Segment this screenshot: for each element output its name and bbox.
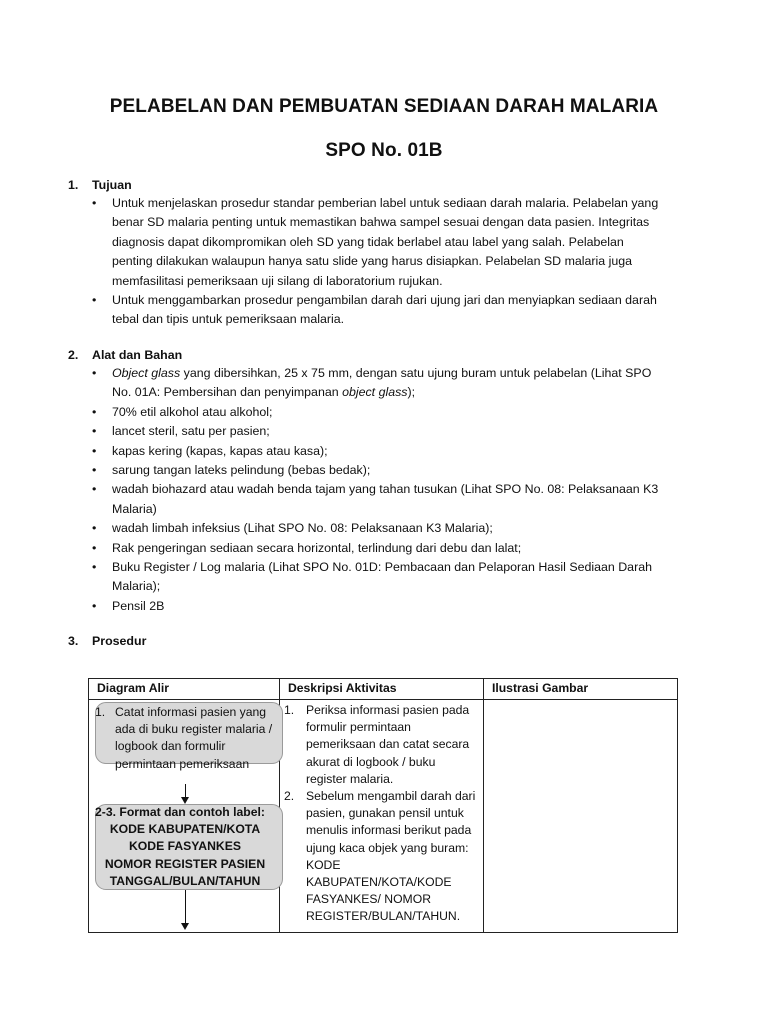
section-heading-prosedur	[68, 632, 146, 651]
bullet-icon: •	[92, 560, 97, 575]
table-header-row	[89, 679, 678, 700]
table-header-ilustrasi: Ilustrasi Gambar	[483, 679, 677, 700]
section-heading-text: Prosedur	[92, 634, 147, 648]
list-item	[284, 788, 477, 926]
list-item	[92, 461, 667, 480]
label-format-line: TANGGAL/BULAN/TAHUN	[109, 873, 261, 888]
bullet-icon: •	[92, 293, 97, 308]
table-header-deskripsi: Deskripsi Aktivitas	[279, 679, 483, 700]
list-item	[92, 364, 667, 403]
label-format-line: KODE KABUPATEN/KOTA	[109, 822, 261, 837]
list-item-text: 70% etil alkohol atau alkohol;	[112, 404, 273, 419]
flow-step-2	[95, 804, 275, 890]
list-item-text: yang dibersihkan, 25 x 75 mm, dengan satu ujung buram untuk pelabelan (Lihat SPO No. 01A: Pembersihan dan penyimpanan	[112, 366, 652, 400]
section-heading-alat	[68, 346, 182, 365]
section-heading-text: Tujuan	[92, 178, 132, 192]
bullet-icon: •	[92, 521, 97, 536]
list-item	[92, 480, 667, 519]
list-item-text: );	[407, 385, 416, 400]
list-item-emphasis: Object glass	[112, 366, 181, 380]
bullet-icon: •	[92, 404, 97, 419]
list-item	[92, 558, 667, 597]
arrow-down-icon	[185, 890, 186, 924]
list-item-text: Untuk menjelaskan prosedur standar pemberian label untuk sediaan darah malaria. Pelabelan yang benar SD malaria penting untuk memastikan bahwa sampel sesuai dengan data pasien. Integritas diagnosis dapat dikompromikan oleh SD yang tidak berlabel atau label yang salah. Pelabelan penting dilakukan walaupun hanya satu slide yang harus disiapkan. Pelabelan SD malaria juga memfasilitasi pemeriksaan uji silang di laboratorium rujukan.	[112, 196, 659, 288]
bullet-icon: •	[92, 463, 97, 478]
bullet-icon: •	[92, 366, 97, 380]
flow-step-number: 1.	[95, 705, 106, 719]
section-number: 3.	[68, 634, 79, 648]
section-heading-text: Alat dan Bahan	[92, 348, 183, 362]
list-item-text: kapas kering (kapas, kapas atau kasa);	[112, 443, 328, 458]
list-item-text: sarung tangan lateks pelindung (bebas bedak);	[112, 463, 371, 478]
document-subtitle: SPO No. 01B	[325, 140, 443, 161]
illustration-cell	[483, 700, 677, 933]
section-heading-tujuan	[68, 176, 132, 195]
bullet-icon: •	[92, 598, 97, 613]
list-number: 2.	[283, 789, 295, 804]
alat-list	[92, 364, 667, 616]
list-item-text: Untuk menggambarkan prosedur pengambilan darah dari ujung jari dan menyiapkan sediaan darah tebal dan tipis untuk pemeriksaan malaria.	[112, 293, 657, 327]
label-format-line: KODE FASYANKES	[129, 839, 241, 854]
bullet-icon: •	[92, 443, 97, 458]
bullet-icon: •	[92, 196, 97, 210]
list-item	[92, 403, 667, 422]
list-item-text: Pensil 2B	[112, 598, 165, 613]
flow-step-1	[95, 704, 277, 773]
procedure-table	[88, 678, 678, 933]
description-cell	[279, 700, 483, 933]
list-item-text: wadah limbah infeksius (Lihat SPO No. 08: Pelaksanaan K3 Malaria);	[112, 521, 493, 536]
flow-diagram-cell	[89, 700, 280, 933]
document-title: PELABELAN DAN PEMBUATAN SEDIAAN DARAH MALARIA	[109, 96, 659, 117]
list-item	[92, 442, 667, 461]
list-item	[92, 519, 667, 538]
bullet-icon: •	[92, 424, 97, 439]
description-list	[280, 700, 483, 926]
list-number: 1.	[283, 703, 295, 717]
list-item-text: wadah biohazard atau wadah benda tajam yang tahan tusukan (Lihat SPO No. 08: Pelaksanaan K3 Malaria)	[112, 482, 659, 516]
table-row	[89, 700, 678, 933]
list-item	[92, 422, 667, 441]
list-item	[92, 291, 667, 330]
list-item	[92, 539, 667, 558]
list-item-text: lancet steril, satu per pasien;	[112, 424, 270, 439]
section-number: 1.	[68, 178, 79, 192]
list-item	[284, 702, 477, 788]
list-item-text: Buku Register / Log malaria (Lihat SPO No. 01D: Pembacaan dan Pelaporan Hasil Sediaan Darah Malaria);	[112, 560, 652, 594]
flow-diagram	[89, 700, 279, 932]
bullet-icon: •	[92, 482, 97, 497]
table-header-diagram: Diagram Alir	[89, 679, 280, 700]
list-item	[92, 597, 667, 616]
section-number: 2.	[68, 348, 79, 362]
tujuan-list	[92, 194, 667, 330]
list-item-emphasis: object glass	[342, 385, 408, 400]
arrow-down-icon	[185, 784, 186, 798]
label-format-line: NOMOR REGISTER PASIEN	[104, 856, 266, 871]
list-item-text: Periksa informasi pasien pada formulir permintaan pemeriksaan dan catat secara akurat di logbook / buku register malaria.	[305, 703, 470, 786]
list-item-text: Rak pengeringan sediaan secara horizontal, terlindung dari debu dan lalat;	[112, 540, 522, 555]
list-item-text: Sebelum mengambil darah dari pasien, gunakan pensil untuk menulis informasi berikut pada ujung kaca objek yang buram: KODE KABUPATEN/KOTA/KODE FASYANKES/ NOMOR REGISTER/BULAN/TAHUN.	[305, 789, 476, 924]
flow-step-heading: 2-3. Format dan contoh label:	[95, 805, 265, 819]
bullet-icon: •	[92, 540, 97, 555]
flow-step-text: Catat informasi pasien yang ada di buku register malaria / logbook dan formulir permintaan pemeriksaan	[115, 705, 273, 771]
list-item	[92, 194, 667, 291]
